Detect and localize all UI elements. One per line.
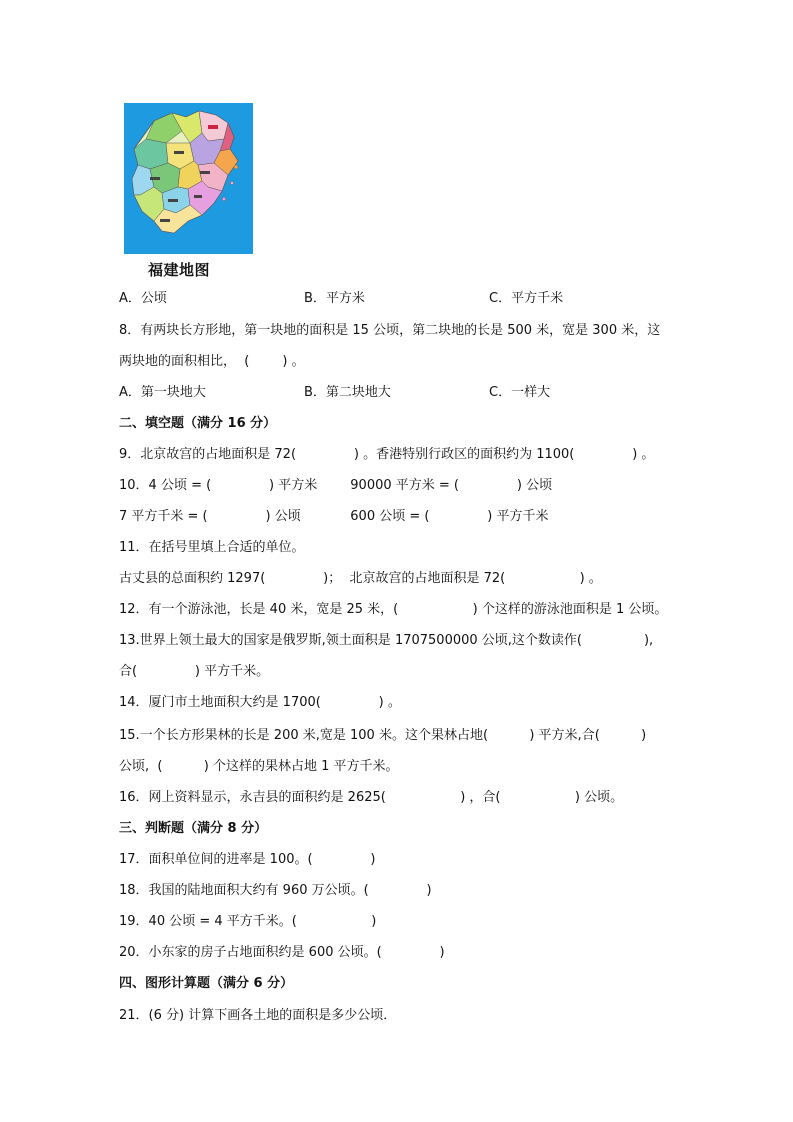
question-16: 16．网上资料显示，永吉县的面积约是 2625( ) ，合( ) 公顷。 bbox=[119, 790, 624, 805]
q7-option-b: B．平方米 bbox=[304, 291, 365, 306]
q8-option-a: A．第一块地大 bbox=[119, 385, 206, 400]
question-14: 14．厦门市土地面积大约是 1700( ) 。 bbox=[119, 695, 401, 710]
question-11: 11．在括号里填上合适的单位。 bbox=[119, 540, 305, 555]
question-18: 18．我国的陆地面积大约有 960 万公顷。( ) bbox=[119, 883, 432, 898]
question-12: 12．有一个游泳池，长是 40 米，宽是 25 米，( ) 个这样的游泳池面积是 1 公顷。 bbox=[119, 602, 668, 617]
question-8-line-2: 两块地的面积相比， ( ) 。 bbox=[119, 354, 305, 369]
question-11-line-2: 古丈县的总面积约 1297( )； 北京故宫的占地面积是 72( ) 。 bbox=[119, 571, 602, 586]
section-3-heading: 三、判断题（满分 8 分） bbox=[119, 821, 268, 836]
question-13-line-2: 合( ) 平方千米。 bbox=[119, 664, 270, 679]
section-4-heading: 四、图形计算题（满分 6 分） bbox=[119, 976, 294, 991]
question-21: 21．(6 分) 计算下画各土地的面积是多少公顷． bbox=[119, 1008, 397, 1023]
fujian-map-graphic bbox=[124, 103, 253, 254]
map-caption: 福建地图 bbox=[148, 261, 211, 279]
question-9: 9．北京故宫的占地面积是 72( ) 。香港特别行政区的面积约为 1100( ) 。 bbox=[119, 447, 655, 462]
question-19: 19．40 公顷 = 4 平方千米。( ) bbox=[119, 914, 377, 929]
q8-option-c: C．一样大 bbox=[489, 385, 551, 400]
q7-option-a: A．公顷 bbox=[119, 291, 167, 306]
question-10-line-2: 7 平方千米 = ( ) 公顷 600 公顷 = ( ) 平方千米 bbox=[119, 509, 549, 524]
question-10-line-1: 10．4 公顷 = ( ) 平方米 90000 平方米 = ( ) 公顷 bbox=[119, 478, 553, 493]
question-13-line-1: 13.世界上领土最大的国家是俄罗斯,领土面积是 1707500000 公顷,这个数读作( ), bbox=[119, 633, 654, 648]
question-15-line-2: 公顷, ( ) 个这样的果林占地 1 平方千米。 bbox=[119, 759, 399, 774]
section-2-heading: 二、填空题（满分 16 分） bbox=[119, 416, 277, 431]
question-20: 20．小东家的房子占地面积约是 600 公顷。( ) bbox=[119, 945, 445, 960]
question-17: 17．面积单位间的进率是 100。( ) bbox=[119, 852, 376, 867]
question-15-line-1: 15.一个长方形果林的长是 200 米,宽是 100 米。这个果林占地( ) 平方米,合( ) bbox=[119, 728, 647, 743]
question-8-line-1: 8．有两块长方形地，第一块地的面积是 15 公顷，第二块地的长是 500 米，宽是 300 米，这 bbox=[119, 323, 661, 338]
q7-option-c: C．平方千米 bbox=[489, 291, 564, 306]
fujian-map-image bbox=[124, 103, 253, 254]
q8-option-b: B．第二块地大 bbox=[304, 385, 391, 400]
